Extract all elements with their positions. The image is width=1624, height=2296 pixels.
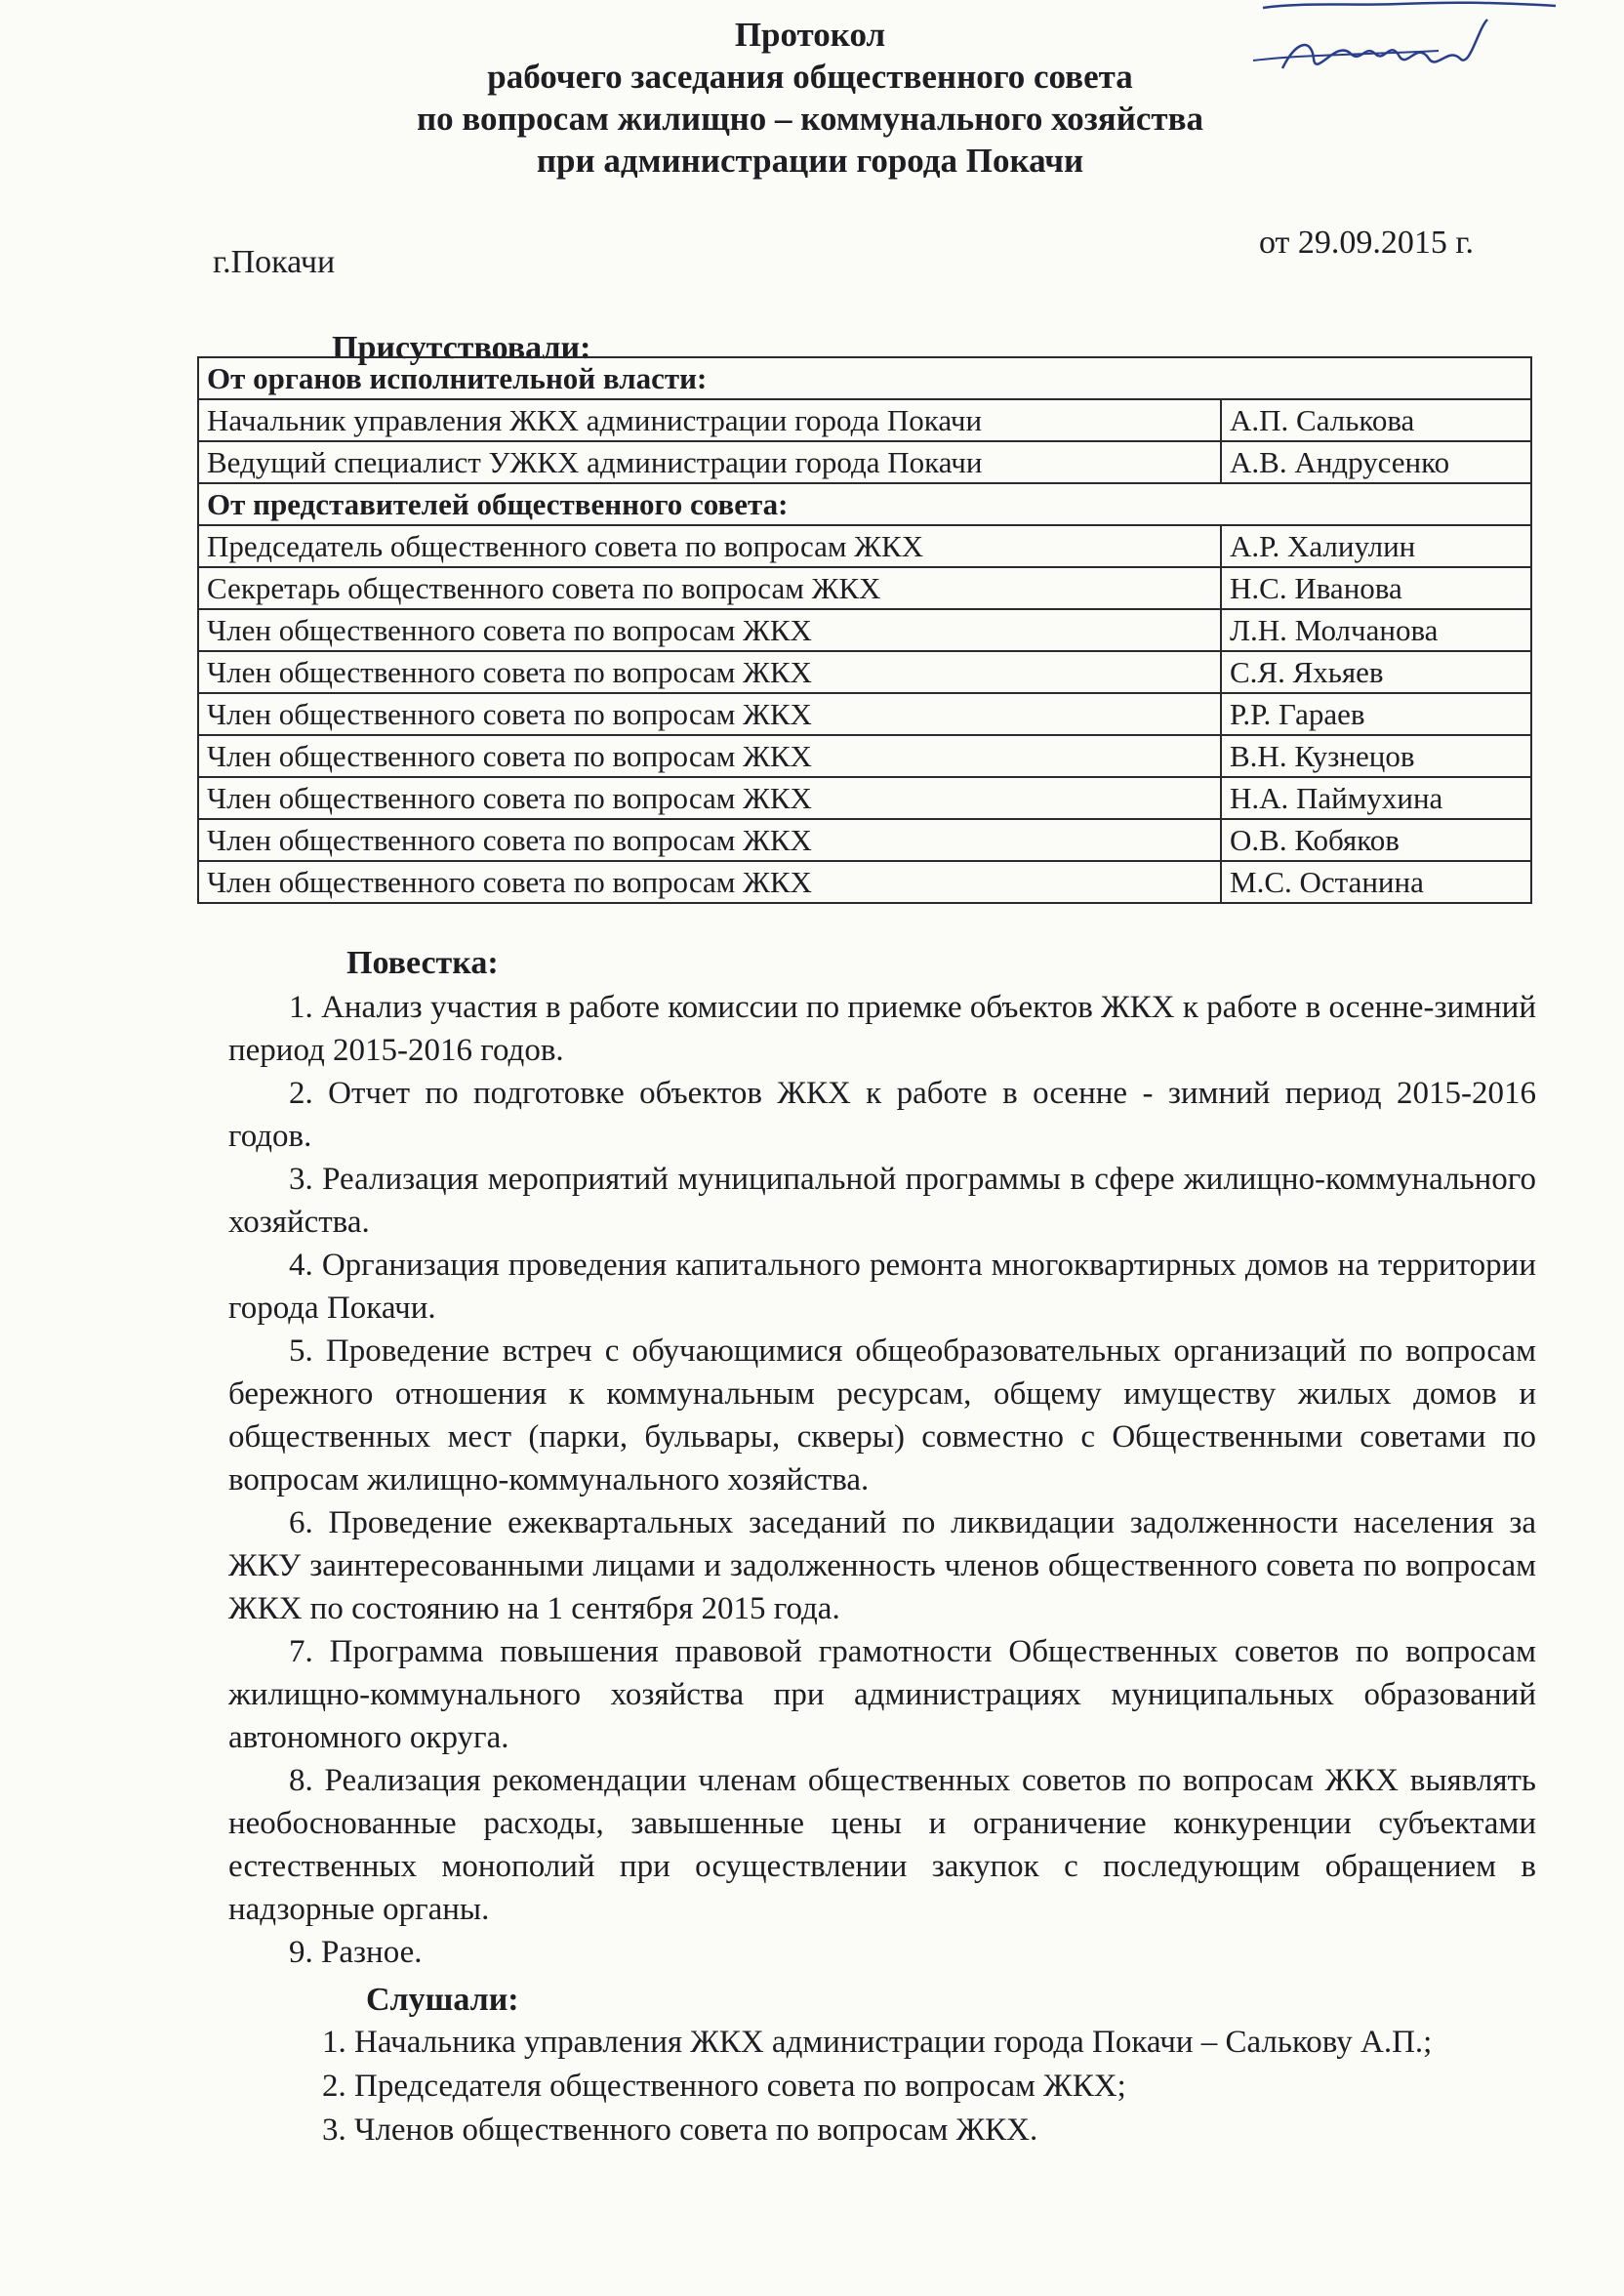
- heard-item: 3. Членов общественного совета по вопросам ЖКХ.: [322, 2112, 1038, 2148]
- attendance-table: [197, 356, 1532, 904]
- role-cell: Член общественного совета по вопросам ЖКХ: [198, 693, 1221, 735]
- name-cell: А.В. Андрусенко: [1221, 441, 1531, 483]
- table-row: [198, 819, 1531, 861]
- name-cell: Р.Р. Гараев: [1221, 693, 1531, 735]
- title-line: по вопросам жилищно – коммунального хозяйства: [416, 100, 1204, 138]
- table-row: [198, 567, 1531, 609]
- table-row: [198, 651, 1531, 693]
- table-row: [198, 861, 1531, 903]
- agenda-list: [228, 986, 1536, 1974]
- agenda-heading: Повестка:: [346, 945, 499, 981]
- name-cell: Н.С. Иванова: [1221, 567, 1531, 609]
- city-label: г.Покачи: [213, 244, 336, 280]
- role-cell: Член общественного совета по вопросам ЖКХ: [198, 651, 1221, 693]
- role-cell: Секретарь общественного совета по вопросам ЖКХ: [198, 567, 1221, 609]
- table-row: [198, 777, 1531, 819]
- table-section-row: [198, 483, 1531, 525]
- agenda-item: 6. Проведение ежеквартальных заседаний по ликвидации задолженности населения за ЖКУ заинтересованными лицами и задолженность членов общественного совета по вопросам ЖКХ по состоянию на 1 сентября 2015 года.: [228, 1505, 1536, 1626]
- agenda-item: 2. Отчет по подготовке объектов ЖКХ к работе в осенне - зимний период 2015-2016 годов.: [228, 1076, 1536, 1154]
- table-row: [198, 441, 1531, 483]
- name-cell: А.Р. Халиулин: [1221, 525, 1531, 567]
- table-row: [198, 525, 1531, 567]
- name-cell: Н.А. Паймухина: [1221, 777, 1531, 819]
- role-cell: Член общественного совета по вопросам ЖКХ: [198, 819, 1221, 861]
- role-cell: Председатель общественного совета по вопросам ЖКХ: [198, 525, 1221, 567]
- agenda-item: 9. Разное.: [289, 1935, 423, 1970]
- agenda-item: 7. Программа повышения правовой грамотности Общественных советов по вопросам жилищно-коммунального хозяйства при администрациях муниципальных образований автономного округа.: [228, 1634, 1536, 1755]
- title-line: Протокол: [734, 16, 886, 54]
- section-title: От представителей общественного совета:: [198, 483, 1531, 525]
- table-row: [198, 693, 1531, 735]
- agenda-item: 5. Проведение встреч с обучающимися общеобразовательных организаций по вопросам бережного отношения к коммунальным ресурсам, общему имуществу жилых домов и общественных мест (парки, бульвары, скверы) совместно с Общественными советами по вопросам жилищно-коммунального хозяйства.: [228, 1333, 1536, 1497]
- agenda-item: 3. Реализация мероприятий муниципальной программы в сфере жилищно-коммунального хозяйства.: [228, 1162, 1536, 1240]
- table-section-row: [198, 357, 1531, 399]
- role-cell: Член общественного совета по вопросам ЖКХ: [198, 777, 1221, 819]
- title-line: рабочего заседания общественного совета: [487, 58, 1133, 96]
- agenda-item: 1. Анализ участия в работе комиссии по приемке объектов ЖКХ к работе в осенне-зимний период 2015-2016 годов.: [228, 990, 1536, 1068]
- role-cell: Ведущий специалист УЖКХ администрации города Покачи: [198, 441, 1221, 483]
- name-cell: Л.Н. Молчанова: [1221, 609, 1531, 651]
- agenda-item: 8. Реализация рекомендации членам общественных советов по вопросам ЖКХ выявлять необоснованные расходы, завышенные цены и ограничение конкуренции субъектами естественных монополий при осуществлении закупок с последующим обращением в надзорные органы.: [228, 1763, 1536, 1927]
- role-cell: Член общественного совета по вопросам ЖКХ: [198, 861, 1221, 903]
- name-cell: А.П. Салькова: [1221, 399, 1531, 441]
- agenda-item: 4. Организация проведения капитального ремонта многоквартирных домов на территории города Покачи.: [228, 1248, 1536, 1326]
- heard-heading: Слушали:: [366, 1982, 519, 2018]
- heard-list: [322, 2021, 1542, 2152]
- title-line: при администрации города Покачи: [536, 142, 1084, 180]
- role-cell: Начальник управления ЖКХ администрации города Покачи: [198, 399, 1221, 441]
- document-title: [322, 14, 1298, 182]
- name-cell: М.С. Останина: [1221, 861, 1531, 903]
- heard-item: 2. Председателя общественного совета по вопросам ЖКХ;: [322, 2069, 1126, 2104]
- role-cell: Член общественного совета по вопросам ЖКХ: [198, 735, 1221, 777]
- attendance-heading: Присутствовали:: [332, 330, 591, 366]
- heard-item: 1. Начальника управления ЖКХ администрации города Покачи – Салькову А.П.;: [322, 2025, 1433, 2060]
- table-row: [198, 609, 1531, 651]
- name-cell: В.Н. Кузнецов: [1221, 735, 1531, 777]
- document-date: от 29.09.2015 г.: [1259, 225, 1475, 261]
- name-cell: С.Я. Яхьяев: [1221, 651, 1531, 693]
- table-row: [198, 399, 1531, 441]
- table-row: [198, 735, 1531, 777]
- name-cell: О.В. Кобяков: [1221, 819, 1531, 861]
- role-cell: Член общественного совета по вопросам ЖКХ: [198, 609, 1221, 651]
- section-title: От органов исполнительной власти:: [198, 357, 1531, 399]
